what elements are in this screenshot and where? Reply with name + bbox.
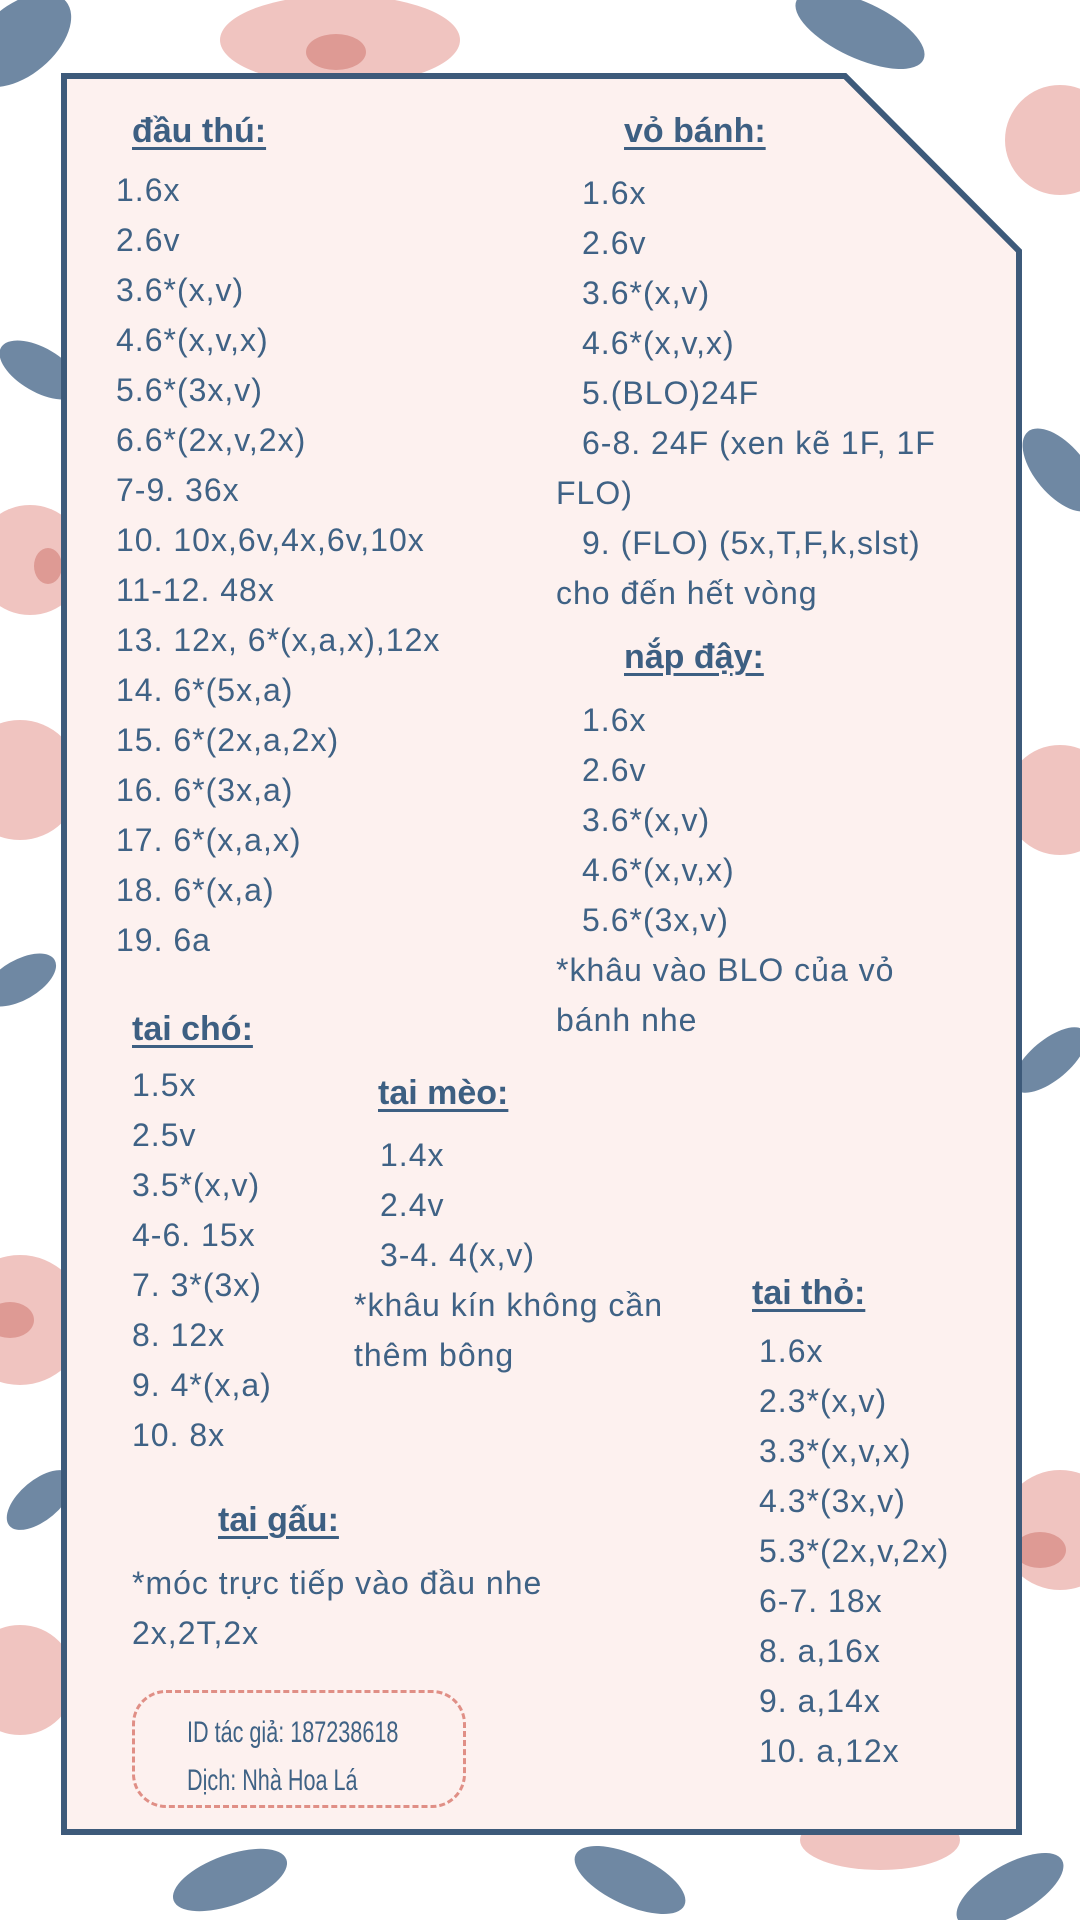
list-item: 4.3*(3x,v) (759, 1483, 906, 1519)
list-item: 1.6x (759, 1333, 824, 1369)
note-tai-meo (354, 1280, 663, 1380)
list-item: 2.6v (582, 225, 647, 261)
list-item: 10. a,12x (759, 1733, 900, 1769)
list-tai-meo (380, 1130, 535, 1280)
list-item: 1.4x (380, 1137, 445, 1173)
credit-box (132, 1690, 466, 1808)
list-tai-tho (759, 1326, 949, 1776)
list-item: 13. 12x, 6*(x,a,x),12x (116, 622, 441, 658)
list-item: 6-7. 18x (759, 1583, 883, 1619)
heading-dau-thu: đầu thú: (132, 112, 267, 150)
list-item: 4-6. 15x (132, 1217, 256, 1253)
note-nap-day (556, 945, 894, 1045)
list-item: 2.6v (116, 222, 181, 258)
heading-tai-cho: tai chó: (132, 1010, 253, 1048)
heading-tai-tho: tai thỏ: (752, 1274, 866, 1312)
list-item: 5.6*(3x,v) (116, 372, 263, 408)
list-item: 11-12. 48x (116, 572, 275, 608)
list-item: 19. 6a (116, 922, 211, 958)
list-item: 8. a,16x (759, 1633, 881, 1669)
list-item: 2.3*(x,v) (759, 1383, 888, 1419)
list-item: 1.6x (582, 702, 647, 738)
list-nap-day (582, 695, 735, 945)
list-vo-banh (556, 168, 936, 618)
list-item: 2.4v (380, 1187, 445, 1223)
list-tai-cho (132, 1060, 272, 1460)
list-item: 3-4. 4(x,v) (380, 1237, 536, 1273)
list-item: 9. a,14x (759, 1683, 881, 1719)
list-item: 10. 10x,6v,4x,6v,10x (116, 522, 425, 558)
heading-tai-meo: tai mèo: (378, 1074, 509, 1112)
list-item: 17. 6*(x,a,x) (116, 822, 302, 858)
list-item: 14. 6*(5x,a) (116, 672, 294, 708)
list-item: 5.3*(2x,v,2x) (759, 1533, 950, 1569)
list-dau-thu (116, 165, 440, 965)
list-item: 2.5v (132, 1117, 197, 1153)
note-text: *khâu kín không cần thêm bông (354, 1287, 663, 1373)
list-tai-gau (132, 1558, 542, 1658)
list-item: 15. 6*(2x,a,2x) (116, 722, 340, 758)
list-item: 1.6x (582, 175, 647, 211)
heading-vo-banh: vỏ bánh: (624, 112, 766, 150)
list-item: 9. (FLO) (5x,T,F,k,slst) cho đến hết vòng (556, 525, 921, 611)
list-item: 3.6*(x,v) (116, 272, 245, 308)
list-item: 6.6*(2x,v,2x) (116, 422, 307, 458)
note-text: *khâu vào BLO của vỏ bánh nhe (556, 952, 895, 1038)
list-item: 2x,2T,2x (132, 1615, 260, 1651)
list-item: 10. 8x (132, 1417, 226, 1453)
list-item: 3.6*(x,v) (582, 275, 711, 311)
list-item: 16. 6*(3x,a) (116, 772, 294, 808)
list-item: 4.6*(x,v,x) (116, 322, 269, 358)
list-item: 2.6v (582, 752, 647, 788)
list-item: *móc trực tiếp vào đầu nhe (132, 1565, 543, 1601)
translator: Dịch: Nhà Hoa Lá (187, 1764, 358, 1797)
list-item: 18. 6*(x,a) (116, 872, 275, 908)
author-id: ID tác giả: 187238618 (187, 1716, 399, 1749)
heading-nap-day: nắp đậy: (624, 638, 764, 676)
list-item: 1.5x (132, 1067, 197, 1103)
list-item: 5.(BLO)24F (582, 375, 760, 411)
list-item: 8. 12x (132, 1317, 226, 1353)
list-item: 7-9. 36x (116, 472, 240, 508)
list-item: 5.6*(3x,v) (582, 902, 729, 938)
list-item: 1.6x (116, 172, 181, 208)
list-item: 6-8. 24F (xen kẽ 1F, 1F FLO) (556, 425, 936, 511)
list-item: 3.5*(x,v) (132, 1167, 261, 1203)
list-item: 3.3*(x,v,x) (759, 1433, 912, 1469)
list-item: 3.6*(x,v) (582, 802, 711, 838)
heading-tai-gau: tai gấu: (218, 1501, 339, 1539)
list-item: 4.6*(x,v,x) (582, 325, 735, 361)
list-item: 9. 4*(x,a) (132, 1367, 272, 1403)
list-item: 4.6*(x,v,x) (582, 852, 735, 888)
list-item: 7. 3*(3x) (132, 1267, 262, 1303)
